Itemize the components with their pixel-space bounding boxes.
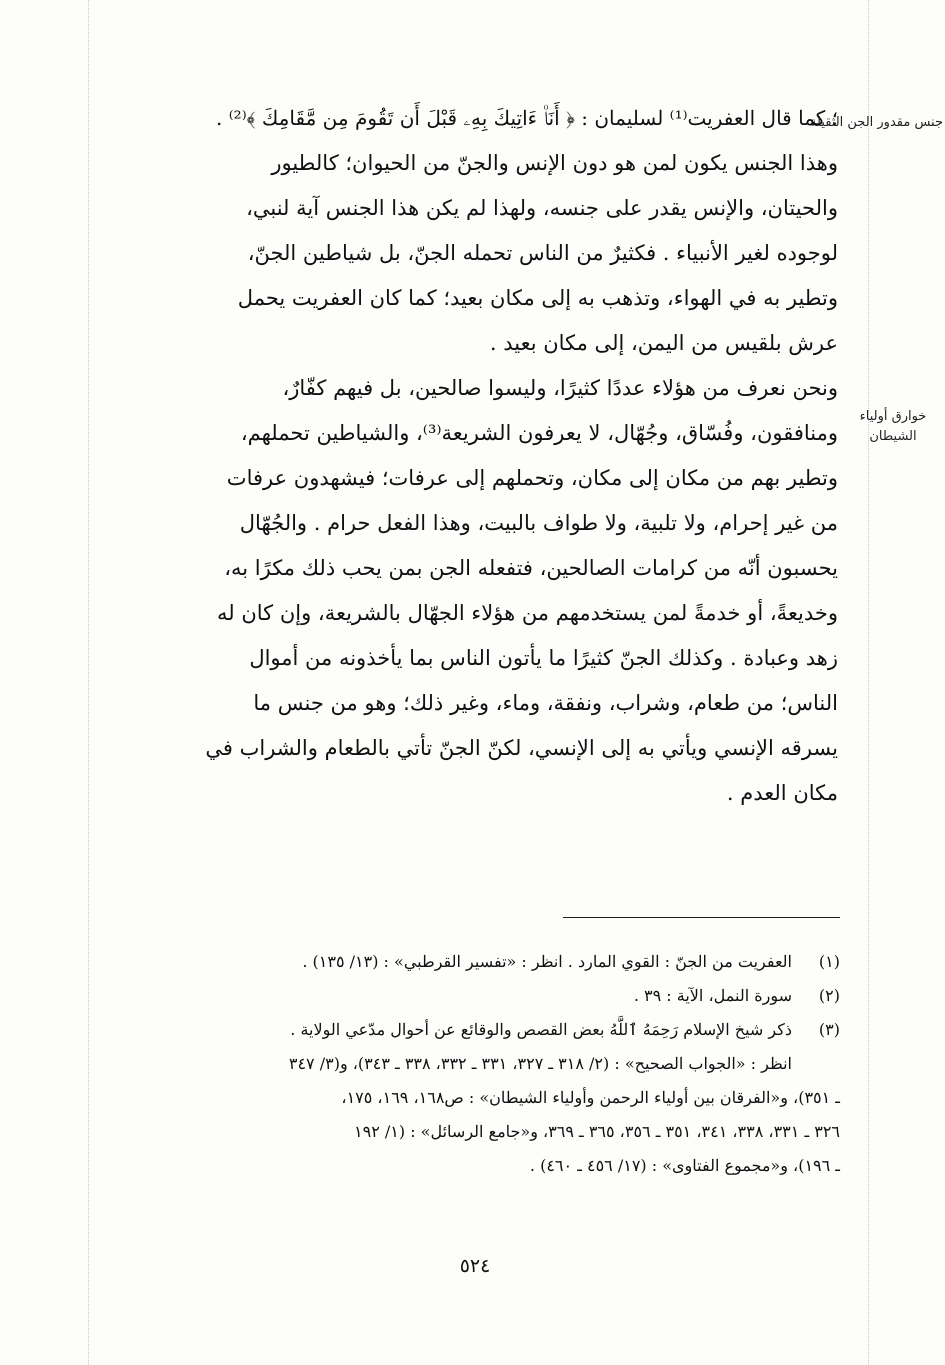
footnote [128,979,840,1013]
body-line: لوجوده لغير الأنبياء . فكثيرٌ من الناس تحمله الجنّ، بل شياطين الجنّ، [247,241,838,265]
scan-guide-line-right [868,0,870,1365]
footnotes [128,945,840,1183]
footnote [128,1013,840,1183]
body-line: عرش بلقيس من اليمن، إلى مكان بعيد . [489,331,838,355]
body-text [118,96,838,816]
footnote-text [128,945,792,979]
margin-note-line: خوارق أولياء [859,409,927,424]
footnote-line: ـ ٣٥١)، و«الفرقان بين أولياء الرحمن وأولياء الشيطان» : ص١٦٨، ١٦٩، ١٧٥، [341,1088,840,1107]
body-line: ومنافقون، وفُسّاق، وجُهّال، لا يعرفون الشريعة⁽³⁾، والشياطين تحملهم، [240,421,838,445]
body-line: من غير إحرام، ولا تلبية، ولا طواف بالبيت، وهذا الفعل حرام . والجُهّال [239,511,838,535]
margin-note-line: الشيطان [869,429,917,444]
footnote-line: ـ ١٩٦)، و«مجموع الفتاوى» : (١٧/ ٤٥٦ ـ ٤٦٠) . [529,1156,840,1175]
body-line: يسرقه الإنسي ويأتي به إلى الإنسي، لكنّ الجنّ تأتي بالطعام والشراب في [205,736,838,760]
body-line: زهد وعبادة . وكذلك الجنّ كثيرًا ما يأتون الناس بما يأخذونه من أموال [249,646,838,670]
footnote-line: ٣٢٦ ـ ٣٣١، ٣٣٨، ٣٤١، ٣٥١ ـ ٣٥٦، ٣٦٥ ـ ٣٦٩، و«جامع الرسائل» : (١/ ١٩٢ [354,1122,840,1141]
footnote-number: (١) [818,952,840,971]
footnote-number: (٢) [818,986,840,1005]
footnote-line: العفريت من الجنّ : القوي المارد . انظر : «تفسير القرطبي» : (١٣/ ١٣٥) . [302,952,792,971]
footnote-text [128,1013,840,1183]
body-line: مكان العدم . [726,781,838,805]
margin-note-first [810,113,943,133]
footnote-line: سورة النمل، الآية : ٣٩ . [633,986,792,1005]
footnote-text [128,979,792,1013]
page-number: ٥٢٤ [459,1255,491,1277]
footnote-separator [563,917,840,918]
scan-guide-line-left [88,0,90,1365]
body-line: وهذا الجنس يكون لمن هو دون الإنس والجنّ من الحيوان؛ كالطيور [271,151,838,175]
footnote [128,945,840,979]
body-line: وخديعةً، أو خدمةً لمن يستخدمهم من هؤلاء الجهّال بالشريعة، وإن كان له [217,601,838,625]
body-line: ؛ كما قال العفريت⁽¹⁾ لسليمان : ﴿ أَنَا۠ ءَاتِيكَ بِهِۦ قَبْلَ أَن تَقُومَ مِن مَّقَامِكَ ﴾⁽²⁾ . [216,106,838,130]
body-line: ونحن نعرف من هؤلاء عددًا كثيرًا، وليسوا صالحين، بل فيهم كفّارٌ، [282,376,838,400]
body-line: والحيتان، والإنس يقدر على جنسه، ولهذا لم يكن هذا الجنس آية لنبي، [246,196,838,220]
margin-note-second [855,407,931,447]
body-line: الناس؛ من طعام، وشراب، ونفقة، وماء، وغير ذلك؛ وهو من جنس ما [253,691,838,715]
footnote-line: ذكر شيخ الإسلام رَحِمَهُ ٱللَّهُ بعض القصص والوقائع عن أحوال مدّعي الولاية . [290,1020,792,1039]
footnote-number: (٣) [818,1020,840,1039]
body-line: وتطير به في الهواء، وتذهب به إلى مكان بعيد؛ كما كان العفريت يحمل [237,286,838,310]
margin-note-line: جنس مقدور الجن الثقيلة [810,115,943,130]
footnote-line: انظر : «الجواب الصحيح» : (٢/ ٣١٨ ـ ٣٢٧، ٣٣١ ـ ٣٣٢، ٣٣٨ ـ ٣٤٣)، و(٣/ ٣٤٧ [288,1054,792,1073]
body-line: وتطير بهم من مكان إلى مكان، وتحملهم إلى عرفات؛ فيشهدون عرفات [226,466,838,490]
body-line: يحسبون أنّه من كرامات الصالحين، فتفعله الجن بمن يحب ذلك مكرًا به، [224,556,838,580]
